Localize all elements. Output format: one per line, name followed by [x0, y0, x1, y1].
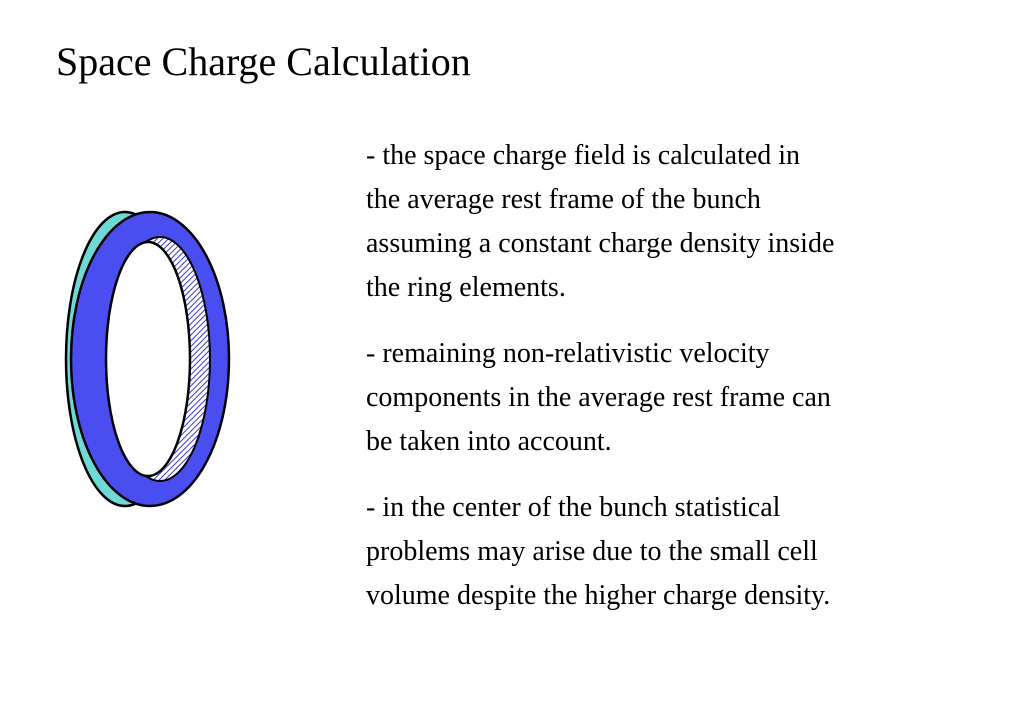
bullet-item	[366, 486, 1006, 618]
bullet-item	[366, 332, 1006, 464]
bullet-list	[366, 134, 1006, 640]
bullet-line: the ring elements.	[366, 272, 566, 303]
ring-element-icon	[60, 205, 240, 515]
bullet-line: the average rest frame of the bunch	[366, 184, 761, 215]
bullet-item	[366, 134, 1006, 310]
slide-title: Space Charge Calculation	[56, 39, 471, 84]
bullet-line: volume despite the higher charge density.	[366, 580, 831, 611]
bullet-line: - in the center of the bunch statistical	[366, 492, 781, 523]
bullet-line: problems may arise due to the small cell	[366, 536, 818, 567]
bullet-line: - the space charge field is calculated in	[366, 140, 801, 171]
bullet-line: be taken into account.	[366, 426, 612, 457]
bullet-line: components in the average rest frame can	[366, 382, 831, 413]
bullet-line: assuming a constant charge density inside	[366, 228, 835, 259]
ring-hollow-center	[106, 242, 190, 476]
bullet-line: - remaining non-relativistic velocity	[366, 338, 770, 369]
ring-element-figure	[60, 205, 240, 515]
